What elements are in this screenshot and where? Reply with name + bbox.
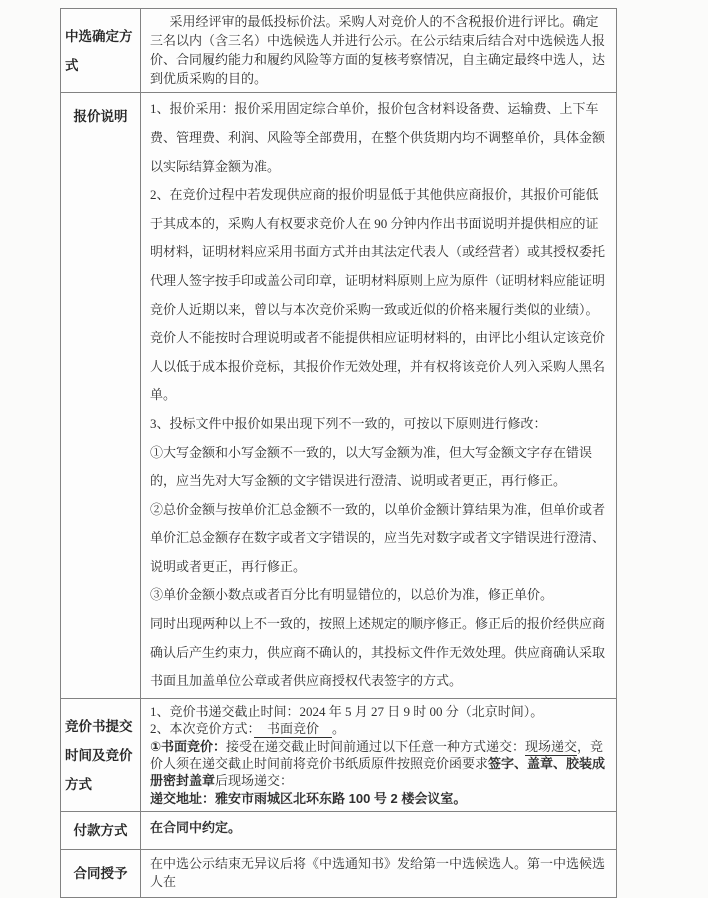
text-block [150, 95, 606, 181]
text-block [150, 790, 606, 807]
row-content-cell [141, 850, 616, 896]
row-content-cell [141, 812, 616, 849]
bold-text: ①书面竞价： [150, 738, 227, 754]
text-segment: 同时出现两种以上不一致的，按照上述规定的顺序修正。修正后的报价经供应商确认后产生约束力，供应商不确认的，其投标文件作无效处理。供应商确认采取书面且加盖单位公章或者供应商授权代表签字的方式。 [150, 616, 606, 689]
table-row-payment [61, 812, 616, 850]
text-segment: 接受在递交截止时间前通过以下任意一种方式递交： [226, 738, 526, 754]
row-label: 报价说明 [73, 109, 128, 125]
procurement-table [60, 8, 617, 898]
text-block [150, 720, 606, 737]
text-segment: ，竞价人须在递交截止时间前将竞价书纸质原件按照竞价函要求 [150, 738, 604, 772]
table-row-quote-notes [61, 93, 616, 698]
text-segment: ②总价金额与按单价汇总金额不一致的，以单价金额计算结果为准，但单价或者单价汇总金额存在数字或者文字错误的，应当先对数字或者文字错误进行澄清、说明或者更正，再行修正。 [150, 501, 606, 574]
row-label-cell [61, 812, 141, 849]
row-label: 合同授予 [73, 865, 128, 881]
row-content-cell [141, 93, 616, 697]
row-label-cell [61, 93, 141, 697]
table-row-submission [61, 699, 616, 812]
text-block [150, 439, 606, 496]
row-content-cell [141, 699, 616, 811]
row-content-cell [141, 9, 616, 92]
text-segment: 后现场递交： [215, 773, 294, 789]
text-block [150, 181, 606, 410]
text-segment: ③单价金额小数点或者百分比有明显错位的，以总价为准，修正单价。 [150, 587, 554, 603]
row-label: 付款方式 [73, 823, 128, 839]
bold-text: 递交地址：雅安市雨城区北环东路 100 号 2 楼会议室。 [150, 790, 467, 806]
text-block [150, 703, 606, 720]
row-label: 中选确定方式 [65, 28, 133, 73]
text-block [150, 410, 606, 439]
text-block [150, 496, 606, 582]
text-block [150, 581, 606, 610]
underlined-text: 现场递交 [525, 738, 578, 754]
text-segment: 在中选公示结束无异议后将《中选通知书》发给第一中选候选人。第一中选候选人在 [150, 856, 606, 890]
text-segment: 3、投标文件中报价如果出现下列不一致的，可按以下原则进行修改： [150, 415, 547, 431]
table-row-award [61, 850, 616, 896]
table-row-selection-method [61, 9, 616, 93]
row-label-cell [61, 9, 141, 92]
text-block [150, 855, 606, 891]
row-label: 竞价书提交时间及竞价方式 [65, 718, 133, 792]
text-segment: 2、本次竞价方式： [150, 721, 255, 737]
bold-text: 签字、盖章、胶装成册密封盖章 [150, 756, 606, 789]
text-segment: 2、在竞价过程中若发现供应商的报价明显低于其他供应商报价，其报价可能低于其成本的，采购人有权要求竞价人在 90 分钟内作出书面说明并提供相应的证明材料，证明材料应采用书面方式并由其法定代表人（或经营者）或其授权委托代理人签字按手印或盖公司印章，证明材料原则上应为原件（证明材料应能证明竞价人近期以来，曾以与本次竞价采购一致或近似的价格来履行类似的业绩）。竞价人不能按时合理说明或者不能提供相应证明材料的，由评比小组认定该竞价人以低于成本报价竞标，其报价作无效处理，并有权将该竞价人列入采购人黑名单。 [150, 187, 606, 403]
text-segment: 采用经评审的最低投标价法。采购人对竞价人的不含税报价进行评比。确定三名以内（含三名）中选候选人并进行公示。在公示结束后结合对中选候选人报价、合同履约能力和履约风险等方面的复核考察情况，自主确定最终中选人，达到优质采购的目的。 [150, 14, 606, 86]
text-block [150, 13, 606, 88]
bold-text: 在合同中约定。 [150, 820, 242, 836]
row-label-cell [61, 850, 141, 896]
underlined-text: 书面竞价 [254, 721, 333, 737]
text-block [150, 819, 606, 837]
text-segment: ①大写金额和小写金额不一致的，以大写金额为准，但大写金额文字存在错误的，应当先对大写金额的文字错误进行澄清、说明或者更正，再行修正。 [150, 444, 593, 489]
text-block [150, 738, 606, 790]
text-block [150, 610, 606, 696]
row-label-cell [61, 699, 141, 811]
text-segment: 。 [332, 721, 346, 737]
text-segment: 1、竞价书递交截止时间：2024 年 5 月 27 日 9 时 00 分（北京时间）。 [150, 703, 544, 719]
text-segment: 1、报价采用：报价采用固定综合单价，报价包含材料设备费、运输费、上下车费、管理费、利润、风险等全部费用，在整个供货期内均不调整单价，具体金额以实际结算金额为准。 [150, 101, 606, 174]
